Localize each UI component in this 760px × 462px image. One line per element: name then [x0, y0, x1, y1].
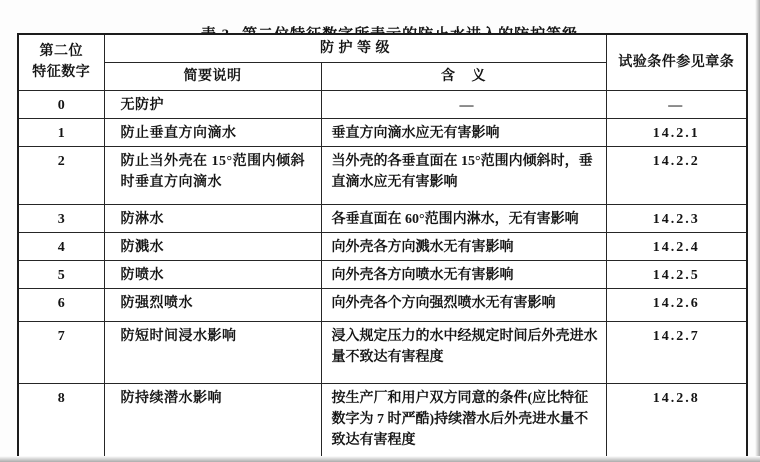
header-digit — [18, 34, 104, 90]
header-test-ref: 试验条件参见章条 — [606, 34, 747, 90]
cell-test-ref: 14.2.7 — [606, 321, 747, 383]
table-row — [18, 383, 747, 459]
cell-digit: 4 — [18, 232, 104, 260]
cell-digit: 3 — [18, 204, 104, 232]
cell-meaning: 向外壳各方向溅水无有害影响 — [321, 232, 606, 260]
table-row — [18, 146, 747, 204]
cell-test-ref: 14.2.3 — [606, 204, 747, 232]
cell-brief: 防止当外壳在 15°范围内倾斜时垂直方向滴水 — [104, 146, 321, 204]
cell-test-ref: 14.2.4 — [606, 232, 747, 260]
cell-brief: 防强烈喷水 — [104, 288, 321, 321]
cell-brief: 防短时间浸水影响 — [104, 321, 321, 383]
cell-brief: 无防护 — [104, 90, 321, 118]
table-row — [18, 232, 747, 260]
header-brief: 简要说明 — [104, 62, 321, 90]
cell-digit: 0 — [18, 90, 104, 118]
header-row-1 — [18, 34, 747, 62]
cell-digit: 2 — [18, 146, 104, 204]
cell-test-ref: 14.2.6 — [606, 288, 747, 321]
ip-water-protection-table — [17, 33, 748, 460]
cell-meaning: 按生产厂和用户双方同意的条件(应比特征数字为 7 时严酷)持续潜水后外壳进水量不致达有害程度 — [321, 383, 606, 459]
cell-meaning: 向外壳各方向喷水无有害影响 — [321, 260, 606, 288]
header-meaning: 含 义 — [321, 62, 606, 90]
cell-digit: 7 — [18, 321, 104, 383]
cell-brief: 防止垂直方向滴水 — [104, 118, 321, 146]
cell-digit: 1 — [18, 118, 104, 146]
cell-meaning: 浸入规定压力的水中经规定时间后外壳进水量不致达有害程度 — [321, 321, 606, 383]
cell-meaning: 当外壳的各垂直面在 15°范围内倾斜时，垂直滴水应无有害影响 — [321, 146, 606, 204]
table-row — [18, 288, 747, 321]
table-row — [18, 260, 747, 288]
cell-digit: 6 — [18, 288, 104, 321]
table-row — [18, 204, 747, 232]
header-protection-group: 防 护 等 级 — [104, 34, 606, 62]
cell-test-ref: 14.2.8 — [606, 383, 747, 459]
table-title — [0, 0, 760, 30]
table-row — [18, 118, 747, 146]
cell-test-ref: — — [606, 90, 747, 118]
cell-meaning: — — [321, 90, 606, 118]
cell-test-ref: 14.2.1 — [606, 118, 747, 146]
table-row — [18, 90, 747, 118]
header-digit-line1: 第二位 — [39, 44, 83, 60]
header-digit-line2: 特征数字 — [32, 65, 91, 81]
cell-meaning: 向外壳各个方向强烈喷水无有害影响 — [321, 288, 606, 321]
cell-digit: 5 — [18, 260, 104, 288]
cell-brief: 防喷水 — [104, 260, 321, 288]
scan-page-edge-bottom — [0, 456, 760, 462]
cell-brief: 防溅水 — [104, 232, 321, 260]
cell-digit: 8 — [18, 383, 104, 459]
table-row — [18, 321, 747, 383]
scan-page-edge-right — [755, 0, 760, 462]
cell-test-ref: 14.2.5 — [606, 260, 747, 288]
cell-brief: 防持续潜水影响 — [104, 383, 321, 459]
table-body — [18, 90, 747, 459]
cell-brief: 防淋水 — [104, 204, 321, 232]
cell-test-ref: 14.2.2 — [606, 146, 747, 204]
cell-meaning: 各垂直面在 60°范围内淋水，无有害影响 — [321, 204, 606, 232]
cell-meaning: 垂直方向滴水应无有害影响 — [321, 118, 606, 146]
